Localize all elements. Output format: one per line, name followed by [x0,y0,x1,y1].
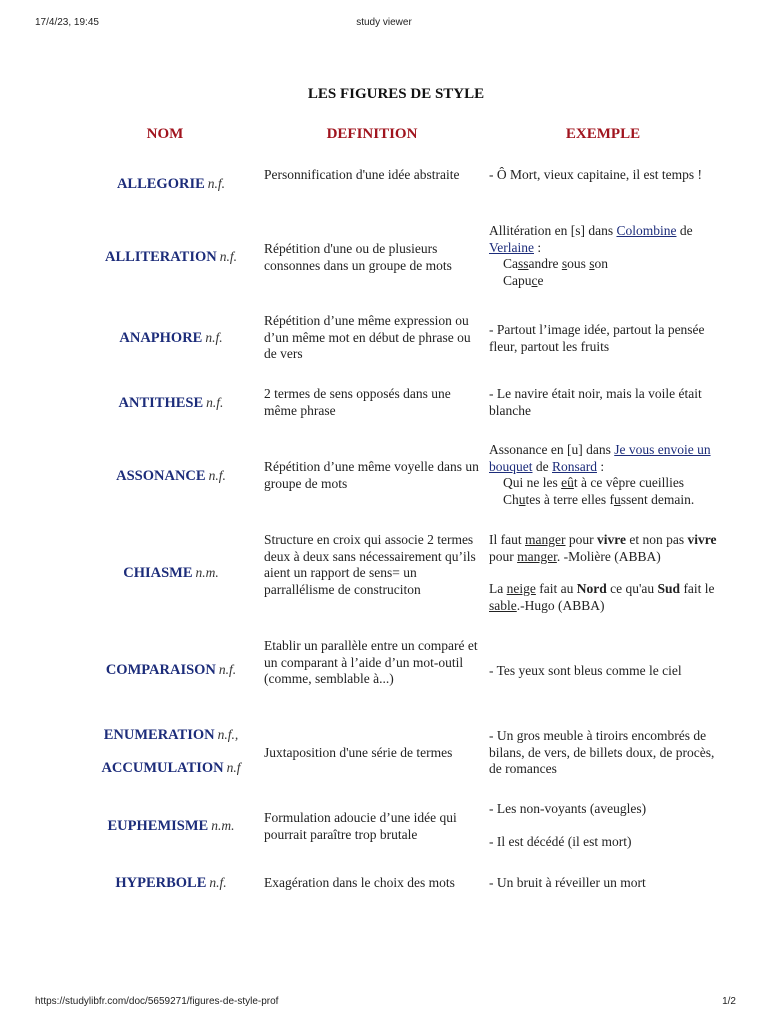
term-name: ASSONANCE [116,468,206,484]
term-gender: n.f. [206,395,224,410]
definition-cell: Répétition d'une ou de plusieurs consonnes dans un groupe de mots [264,241,452,273]
verse-line: Capuce [503,272,544,288]
example-cell: - Ô Mort, vieux capitaine, il est temps ! [489,167,702,182]
example-de: de [679,223,693,238]
term-cell [80,176,262,193]
definition-cell: Formulation adoucie d’une idée qui pourrait paraître trop brutale [264,810,457,842]
term-gender: n.f., [217,727,239,742]
verse-line: Qui ne les eût à ce vêpre cueillies [503,475,685,490]
term-cell [80,727,262,776]
example-cell: - Tes yeux sont bleus comme le ciel [489,663,682,678]
column-header-definition: DEFINITION [326,126,418,142]
term-gender: n.f. [218,662,237,677]
term-name: CHIASME [123,565,193,581]
example-line: - Les non-voyants (aveugles) [489,801,647,816]
term-name: COMPARAISON [105,662,216,678]
term-gender: n.f [226,759,241,775]
author-link-verlaine[interactable]: Verlaine [489,239,534,255]
verse-line: Chutes à terre elles fussent demain. [503,491,695,507]
term-gender: n.f. [207,176,226,191]
definition-cell: 2 termes de sens opposés dans une même phrase [264,386,451,418]
term-cell [80,818,262,835]
example-cell [489,223,729,289]
term-name: ALLEGORIE [116,176,205,192]
author-link-ronsard[interactable]: Ronsard [552,458,597,474]
column-header-nom: NOM [146,126,184,142]
example-cell: - Partout l’image idée, partout la pensée fleur, partout les fruits [489,322,705,354]
term-cell [80,662,262,679]
example-paragraph: Il faut manger pour vivre et non pas vivre pour manger. -Molière (ABBA) [489,532,717,564]
example-cell: - Un gros meuble à tiroirs encombrés de bilans, de vers, de billets doux, de procès, de romances [489,728,715,776]
example-line: - Il est décédé (il est mort) [489,833,632,849]
term-cell [80,395,262,412]
term-gender: n.m. [195,565,219,580]
term-name: ENUMERATION [103,727,215,743]
term-name: EUPHEMISME [107,818,209,834]
example-de: de [535,458,549,474]
example-paragraph: La neige fait au Nord ce qu'au Sud fait le sable.-Hugo (ABBA) [489,581,715,613]
definition-cell: Répétition d’une même voyelle dans un groupe de mots [264,459,479,491]
print-datetime: 17/4/23, 19:45 [35,17,99,28]
example-cell: - Un bruit à réveiller un mort [489,875,646,890]
column-header-exemple: EXEMPLE [565,126,641,142]
print-page-number: 1/2 [722,996,736,1007]
term-cell [80,249,262,266]
term-cell [80,330,262,347]
print-url: https://studylibfr.com/doc/5659271/figures-de-style-prof [35,996,279,1007]
example-cell: - Le navire était noir, mais la voile était blanche [489,386,702,418]
definition-cell: Etablir un parallèle entre un comparé et un comparant à l’aide d’un mot-outil (comme, semblable à...) [264,638,478,686]
term-name: HYPERBOLE [115,875,207,891]
term-gender: n.f. [209,875,227,890]
term-gender: n.f. [205,330,223,345]
term-name: ACCUMULATION [101,759,224,776]
definition-cell: Structure en croix qui associe 2 termes deux à deux sans nécessairement qu’ils aient un rapport de sens= un parrallélisme de construciton [264,532,476,597]
definition-cell: Exagération dans le choix des mots [264,875,455,890]
term-gender: n.m. [211,818,235,833]
example-cell [489,532,729,614]
term-gender: n.f. [208,468,226,483]
term-cell [80,468,262,485]
definition-cell: Répétition d’une même expression ou d’un même mot en début de phrase ou de vers [264,313,471,361]
work-link-bouquet[interactable]: Je vous envoie un bouquet [489,442,711,474]
definition-cell: Juxtaposition d'une série de termes [264,745,453,760]
example-colon: : [600,458,605,474]
term-name: ALLITERATION [105,249,217,265]
term-cell [80,565,262,582]
term-name: ANAPHORE [119,330,203,346]
example-intro: Allitération en [s] dans [489,223,614,238]
term-cell [80,875,262,892]
example-colon: : [537,239,542,255]
verse-line: Cassandre sous son [503,256,609,271]
example-intro: Assonance en [u] dans [489,442,611,457]
page-title: LES FIGURES DE STYLE [307,86,485,102]
term-gender: n.f. [219,249,237,264]
definition-cell: Personnification d'une idée abstraite [264,167,460,182]
term-name: ANTITHESE [118,395,204,411]
example-cell [489,801,729,850]
example-cell [489,442,729,508]
print-header-title: study viewer [356,17,412,28]
work-link-colombine[interactable]: Colombine [616,223,677,238]
